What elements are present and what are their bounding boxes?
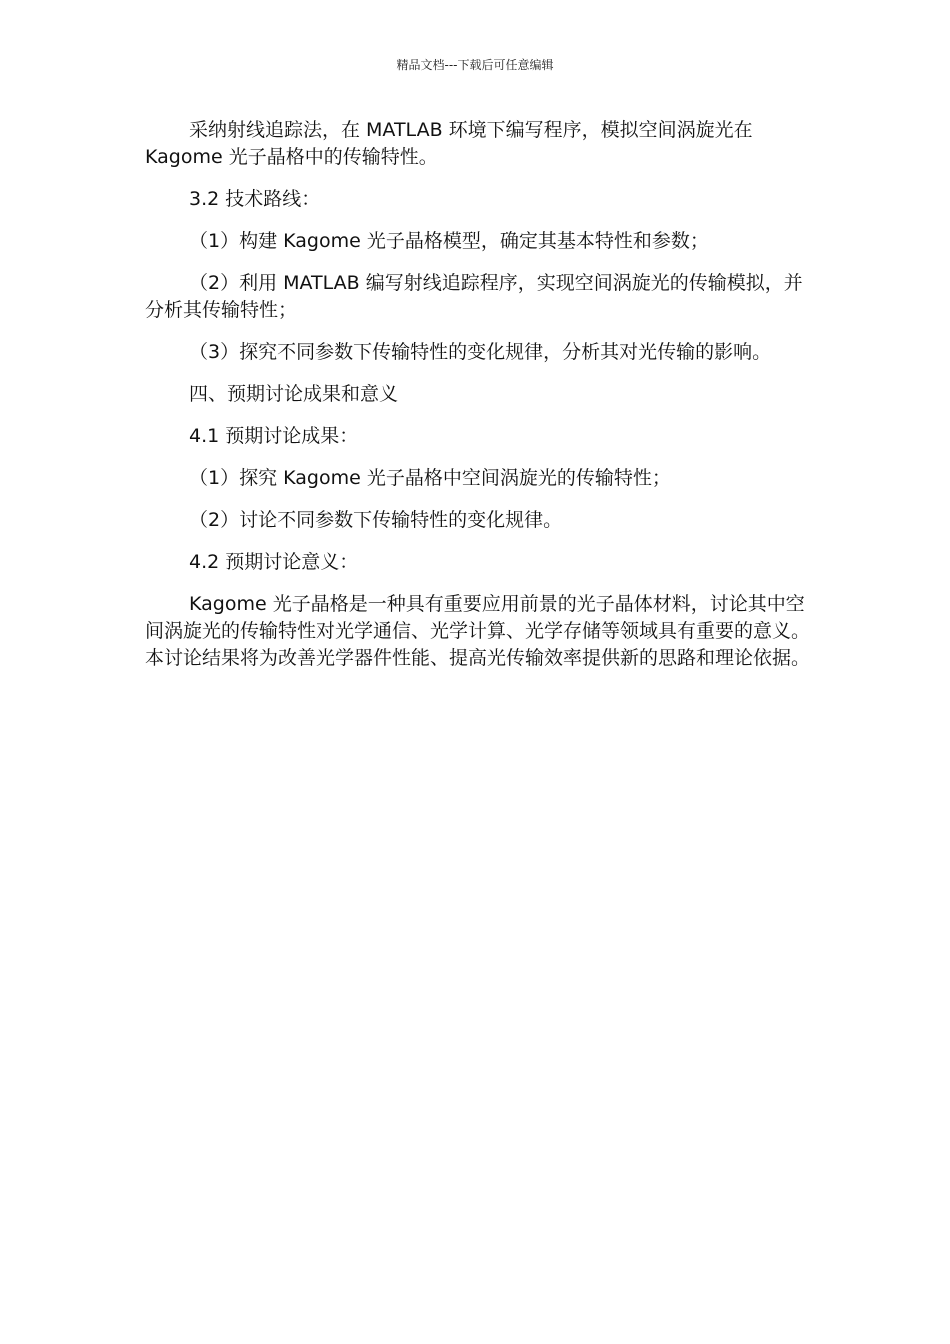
page-header-watermark: 精品文档---下载后可任意编辑: [396, 58, 554, 72]
heading-section-4: 四、预期讨论成果和意义: [189, 383, 399, 405]
route-item-3: （3）探究不同参数下传输特性的变化规律，分析其对光传输的影响。: [189, 341, 772, 363]
document-body: [145, 117, 815, 687]
route-item-1: （1）构建 Kagome 光子晶格模型，确定其基本特性和参数；: [189, 230, 709, 252]
result-item-1: （1）探究 Kagome 光子晶格中空间涡旋光的传输特性；: [189, 467, 671, 489]
result-item-2: （2）讨论不同参数下传输特性的变化规律。: [189, 509, 563, 531]
paragraph-intro: 采纳射线追踪法，在 MATLAB 环境下编写程序，模拟空间涡旋光在 Kagome 光子晶格中的传输特性。: [145, 119, 753, 168]
heading-4-1: 4.1 预期讨论成果：: [189, 425, 359, 447]
heading-4-2: 4.2 预期讨论意义：: [189, 551, 359, 573]
route-item-2: （2）利用 MATLAB 编写射线追踪程序，实现空间涡旋光的传输模拟，并分析其传输特性；: [145, 272, 803, 321]
heading-3-2: 3.2 技术路线：: [189, 188, 321, 210]
paragraph-significance: Kagome 光子晶格是一种具有重要应用前景的光子晶体材料，讨论其中空间涡旋光的传输特性对光学通信、光学计算、光学存储等领域具有重要的意义。本讨论结果将为改善光学器件性能、提高光传输效率提供新的思路和理论依据。: [145, 593, 811, 669]
